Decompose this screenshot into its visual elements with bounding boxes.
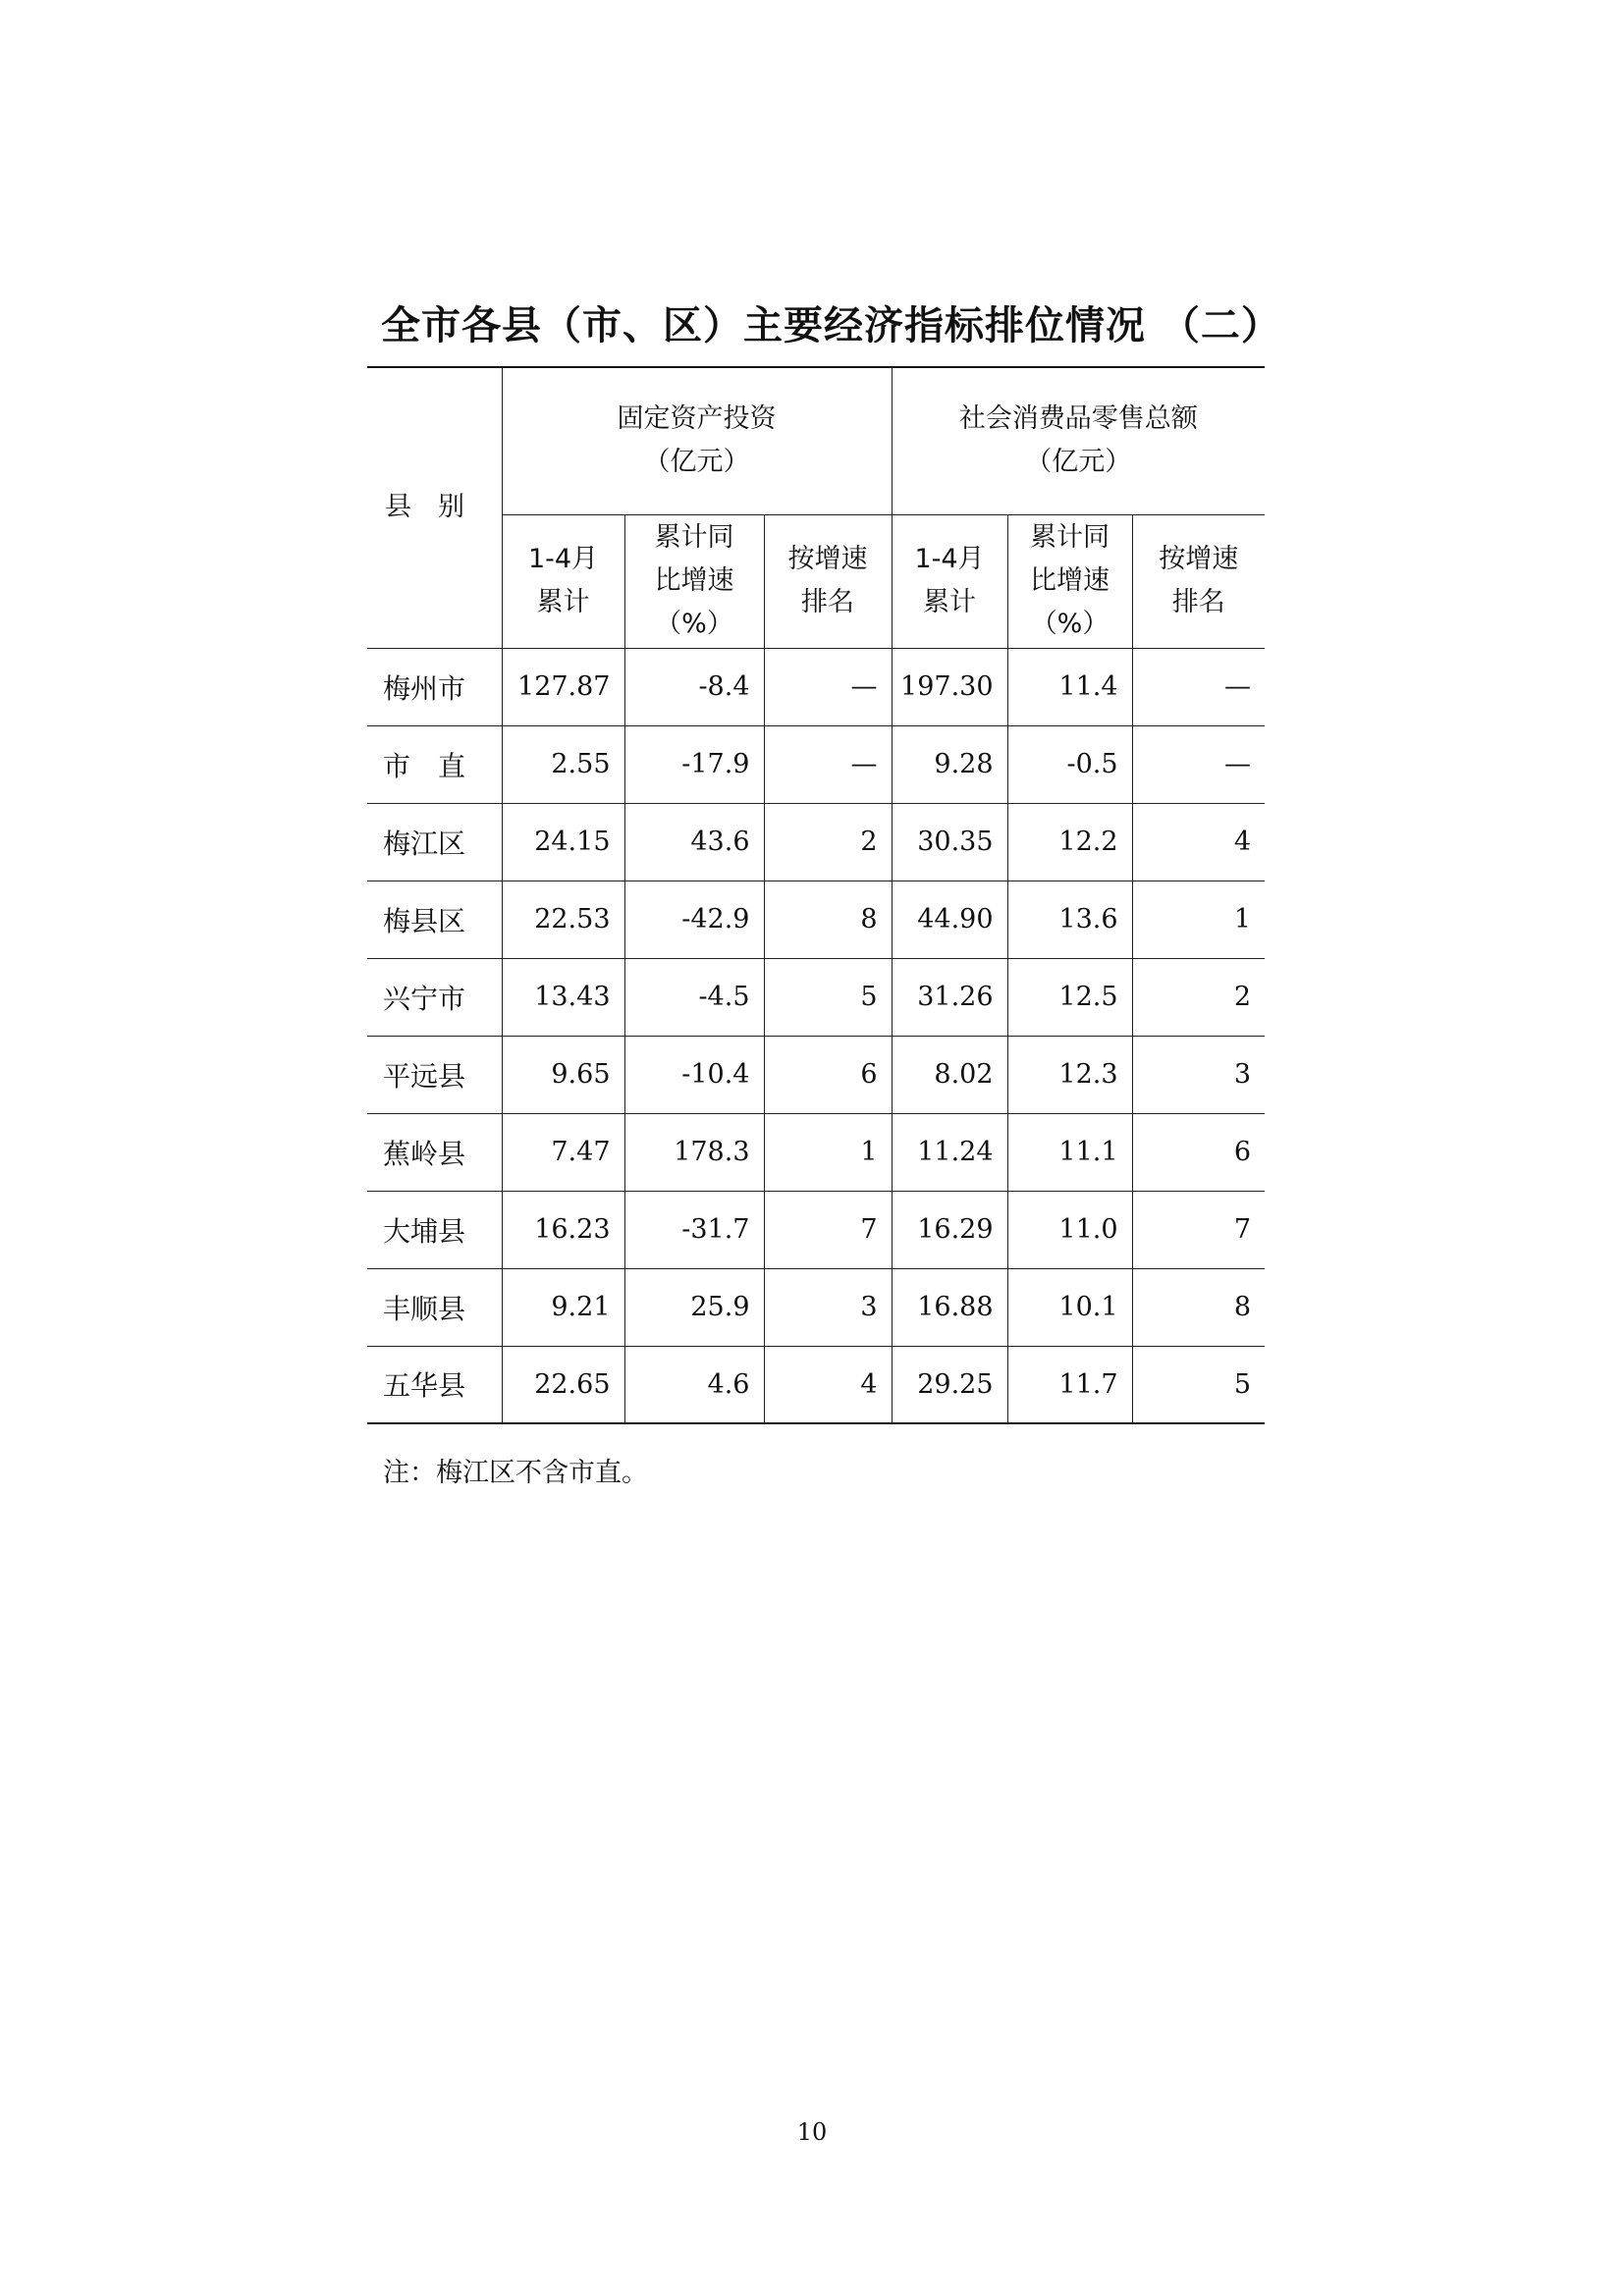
header-text: 累计同 — [1030, 522, 1110, 553]
header-text: 按增速 — [1159, 544, 1239, 574]
retail-rank: 2 — [1132, 958, 1265, 1036]
county-name: 梅江区 — [367, 803, 502, 881]
page-number: 10 — [796, 2118, 828, 2146]
header-text: 比增速 — [1030, 565, 1110, 596]
county-name: 蕉岭县 — [367, 1113, 502, 1191]
header-text: 1-4月 — [527, 544, 599, 574]
fai-value: 2.55 — [502, 725, 624, 803]
county-name: 梅县区 — [367, 881, 502, 958]
county-name: 兴宁市 — [367, 958, 502, 1036]
table-row — [367, 1113, 1265, 1191]
retail-rank: 8 — [1132, 1268, 1265, 1346]
retail-value: 29.25 — [892, 1346, 1007, 1423]
retail-value: 44.90 — [892, 881, 1007, 958]
header-text: （%） — [655, 609, 733, 639]
fai-growth: -31.7 — [624, 1191, 764, 1268]
header-fai-yoy — [624, 514, 764, 648]
fai-rank: 5 — [764, 958, 892, 1036]
fai-value: 22.53 — [502, 881, 624, 958]
fai-rank: 3 — [764, 1268, 892, 1346]
fai-growth: -4.5 — [624, 958, 764, 1036]
header-rs-line2: （亿元） — [1025, 447, 1132, 478]
retail-rank: 5 — [1132, 1346, 1265, 1423]
retail-value: 16.29 — [892, 1191, 1007, 1268]
fai-growth: 25.9 — [624, 1268, 764, 1346]
retail-growth: -0.5 — [1007, 725, 1132, 803]
header-fai-line2: （亿元） — [643, 447, 750, 478]
fai-growth: -42.9 — [624, 881, 764, 958]
table-row — [367, 1191, 1265, 1268]
retail-rank: 3 — [1132, 1036, 1265, 1113]
retail-growth: 10.1 — [1007, 1268, 1132, 1346]
fai-value: 24.15 — [502, 803, 624, 881]
retail-growth: 11.1 — [1007, 1113, 1132, 1191]
county-name: 丰顺县 — [367, 1268, 502, 1346]
header-county: 县 别 — [367, 367, 502, 648]
retail-value: 30.35 — [892, 803, 1007, 881]
fai-growth: 43.6 — [624, 803, 764, 881]
table-row — [367, 958, 1265, 1036]
retail-rank: — — [1132, 648, 1265, 725]
fai-growth: 4.6 — [624, 1346, 764, 1423]
fai-growth: -17.9 — [624, 725, 764, 803]
county-name: 梅州市 — [367, 648, 502, 725]
retail-growth: 12.2 — [1007, 803, 1132, 881]
fai-rank: 1 — [764, 1113, 892, 1191]
header-text: 按增速 — [787, 544, 868, 574]
table-row — [367, 725, 1265, 803]
fai-value: 9.21 — [502, 1268, 624, 1346]
header-rs-line1: 社会消费品零售总额 — [958, 403, 1198, 435]
table-row — [367, 1346, 1265, 1423]
fai-rank: 7 — [764, 1191, 892, 1268]
table-row — [367, 803, 1265, 881]
retail-growth: 11.4 — [1007, 648, 1132, 725]
fai-rank: — — [764, 648, 892, 725]
fai-rank: 2 — [764, 803, 892, 881]
retail-rank: 1 — [1132, 881, 1265, 958]
table-row — [367, 881, 1265, 958]
retail-growth: 12.3 — [1007, 1036, 1132, 1113]
header-retail-sales — [892, 367, 1265, 514]
retail-growth: 11.7 — [1007, 1346, 1132, 1423]
header-text: 累计 — [923, 587, 977, 617]
retail-value: 9.28 — [892, 725, 1007, 803]
header-rs-cumulative — [892, 514, 1007, 648]
fai-value: 22.65 — [502, 1346, 624, 1423]
fai-value: 7.47 — [502, 1113, 624, 1191]
fai-growth: 178.3 — [624, 1113, 764, 1191]
header-text: 累计 — [536, 587, 590, 617]
header-rs-rank — [1132, 514, 1265, 648]
header-fai-cumulative — [502, 514, 624, 648]
fai-value: 127.87 — [502, 648, 624, 725]
fai-rank: 4 — [764, 1346, 892, 1423]
fai-rank: 6 — [764, 1036, 892, 1113]
retail-value: 31.26 — [892, 958, 1007, 1036]
page-title: 全市各县（市、区）主要经济指标排位情况 （二） — [381, 303, 1281, 348]
table-row — [367, 648, 1265, 725]
retail-rank: 4 — [1132, 803, 1265, 881]
retail-value: 11.24 — [892, 1113, 1007, 1191]
county-name: 市 直 — [367, 725, 502, 803]
header-text: 1-4月 — [914, 544, 985, 574]
retail-growth: 11.0 — [1007, 1191, 1132, 1268]
retail-value: 197.30 — [892, 648, 1007, 725]
retail-growth: 12.5 — [1007, 958, 1132, 1036]
retail-value: 8.02 — [892, 1036, 1007, 1113]
retail-rank: 7 — [1132, 1191, 1265, 1268]
fai-growth: -10.4 — [624, 1036, 764, 1113]
header-text: （%） — [1030, 609, 1110, 639]
retail-rank: — — [1132, 725, 1265, 803]
fai-value: 13.43 — [502, 958, 624, 1036]
table-row — [367, 1036, 1265, 1113]
county-name: 五华县 — [367, 1346, 502, 1423]
header-fai-line1: 固定资产投资 — [617, 403, 777, 435]
header-fixed-asset-investment — [502, 367, 892, 514]
table-note: 注：梅江区不含市直。 — [383, 1458, 648, 1488]
header-text: 比增速 — [654, 565, 734, 596]
fai-growth: -8.4 — [624, 648, 764, 725]
header-text: 排名 — [1171, 587, 1225, 617]
fai-rank: 8 — [764, 881, 892, 958]
indicator-table — [367, 366, 1265, 1424]
retail-growth: 13.6 — [1007, 881, 1132, 958]
county-name: 大埔县 — [367, 1191, 502, 1268]
fai-value: 9.65 — [502, 1036, 624, 1113]
fai-value: 16.23 — [502, 1191, 624, 1268]
header-fai-rank — [764, 514, 892, 648]
county-name: 平远县 — [367, 1036, 502, 1113]
header-text: 累计同 — [654, 522, 734, 553]
fai-rank: — — [764, 725, 892, 803]
table-row — [367, 1268, 1265, 1346]
retail-rank: 6 — [1132, 1113, 1265, 1191]
retail-value: 16.88 — [892, 1268, 1007, 1346]
header-text: 排名 — [801, 587, 854, 617]
header-rs-yoy — [1007, 514, 1132, 648]
